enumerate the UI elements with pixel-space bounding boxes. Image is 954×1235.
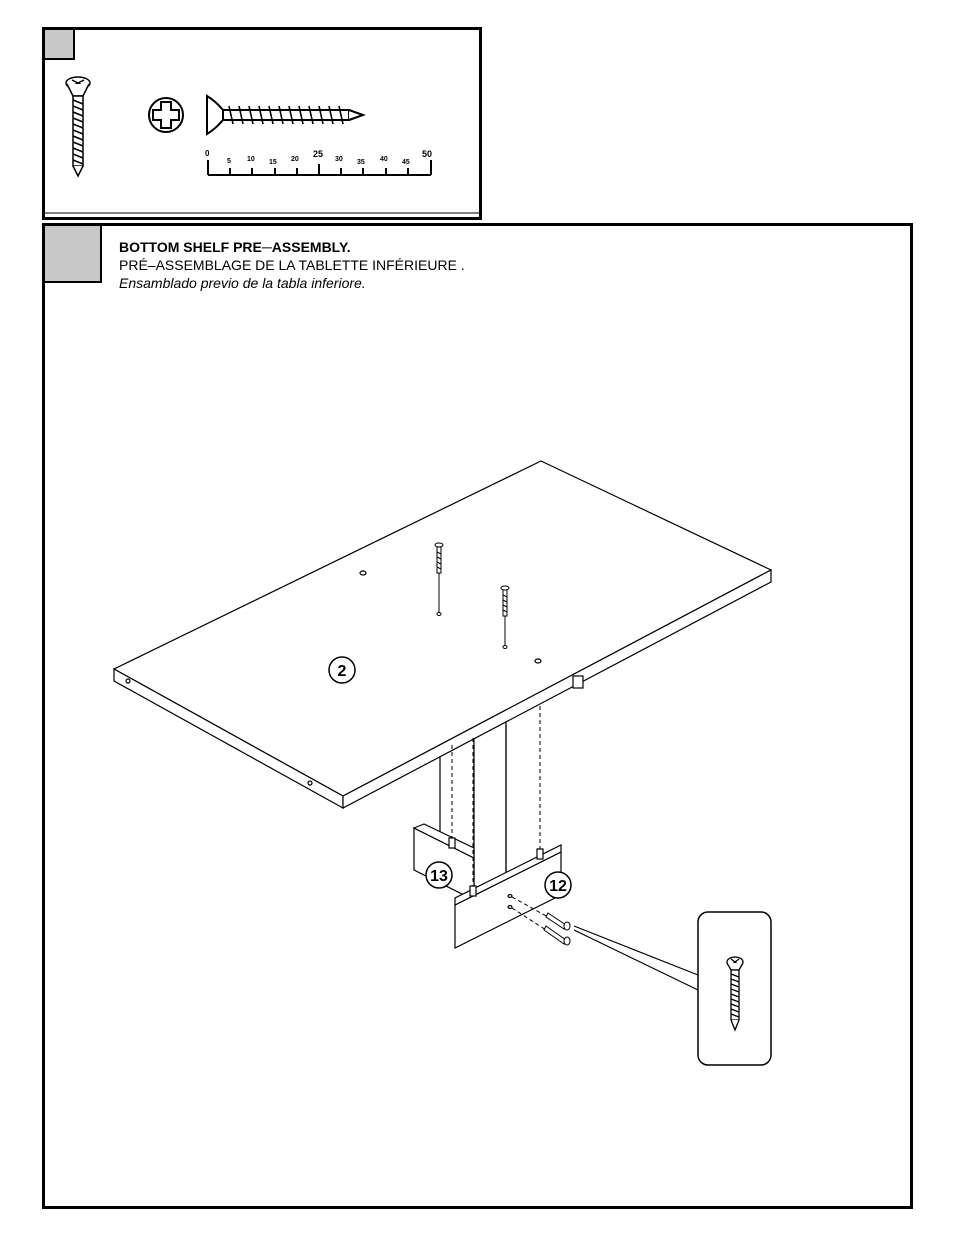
- scale-label-10: 10: [247, 156, 255, 163]
- screw-icon: [546, 913, 570, 930]
- scale-label-20: 20: [291, 156, 299, 163]
- scale-label-45: 45: [402, 159, 410, 166]
- title-french: PRÉ–ASSEMBLAGE DE LA TABLETTE INFÉRIEURE .: [119, 257, 465, 273]
- scale-label-0: 0: [205, 149, 210, 158]
- callout-leaders: [574, 926, 698, 990]
- scale-label-5: 5: [227, 158, 231, 165]
- scale-label-15: 15: [269, 159, 277, 166]
- part-label-shelf: [329, 657, 355, 683]
- part-number-12: 12: [549, 878, 567, 895]
- scale-label-30: 30: [335, 156, 343, 163]
- bottom-shelf: [114, 461, 771, 808]
- side-screws: [544, 913, 570, 945]
- title-english: BOTTOM SHELF PRE─ASSEMBLY.: [119, 239, 351, 255]
- part-number-2: 2: [337, 663, 347, 680]
- title-spanish: Ensamblado previo de la tabla inferiore.: [119, 275, 366, 291]
- scale-label-25: 25: [313, 149, 324, 159]
- scale-label-50: 50: [422, 149, 433, 159]
- screw-callout: [698, 912, 771, 1065]
- part-number-13: 13: [430, 868, 448, 885]
- scale-label-35: 35: [357, 159, 365, 166]
- part-label-left-block: [426, 862, 452, 888]
- scale-label-40: 40: [380, 156, 388, 163]
- part-label-right-block: [545, 872, 571, 898]
